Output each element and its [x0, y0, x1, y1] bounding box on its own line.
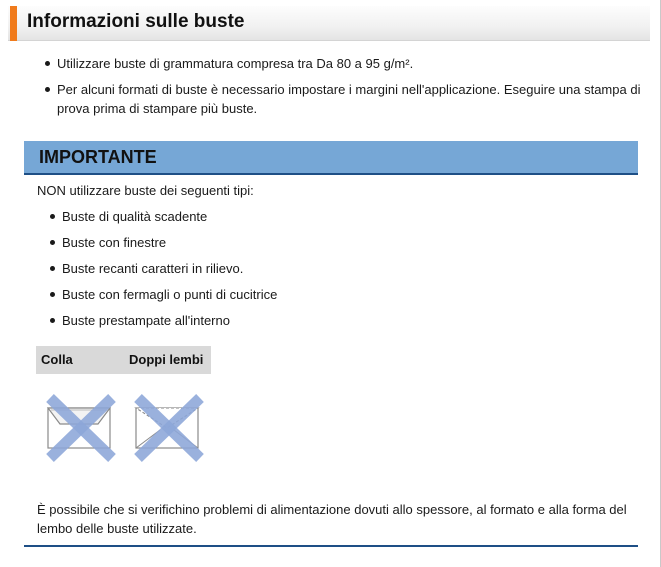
section-title-bar — [8, 6, 650, 41]
important-intro: NON utilizzare buste dei seguenti tipi: — [37, 183, 254, 198]
important-note: È possibile che si verifichino problemi di alimentazione dovuti allo spessore, al formato e alla forma del lembo delle buste utilizzate. — [37, 502, 627, 536]
important-title: IMPORTANTE — [39, 147, 157, 167]
list-item: Buste con finestre — [50, 233, 610, 259]
list-item: Utilizzare buste di grammatura compresa tra Da 80 a 95 g/m². — [45, 54, 645, 73]
page — [8, 0, 661, 567]
glued-envelope-crossed-icon — [42, 394, 122, 466]
list-item: Buste di qualità scadente — [50, 207, 610, 233]
important-header — [24, 141, 638, 175]
double-flap-envelope-crossed-icon — [130, 394, 210, 466]
title-accent — [10, 6, 17, 41]
page-title: Informazioni sulle buste — [27, 11, 245, 32]
list-item: Buste con fermagli o punti di cucitrice — [50, 285, 610, 311]
column-header-glue: Colla — [41, 352, 73, 367]
intro-bullet-list — [45, 54, 645, 125]
envelope-table-header — [36, 346, 211, 374]
column-header-double-flap: Doppi lembi — [129, 352, 204, 367]
list-item: Buste recanti caratteri in rilievo. — [50, 259, 610, 285]
list-item: Buste prestampate all'interno — [50, 311, 610, 337]
list-item: Per alcuni formati di buste è necessario impostare i margini nell'applicazione. Eseguire una stampa di prova prima di stampare più buste. — [45, 80, 645, 118]
important-bullet-list — [50, 207, 610, 337]
section-divider — [24, 545, 638, 547]
